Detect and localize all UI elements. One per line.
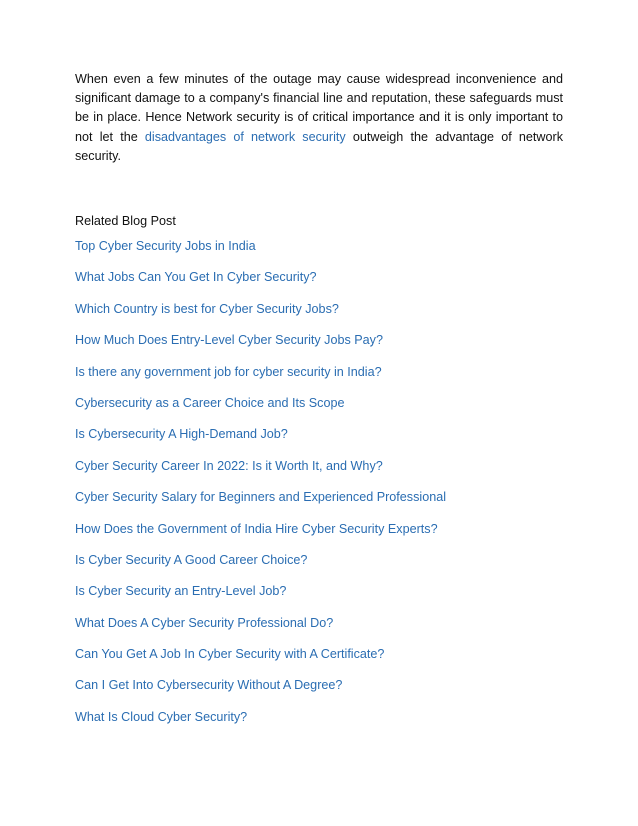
related-link-item xyxy=(75,490,563,521)
related-link-item xyxy=(75,616,563,647)
related-link-item xyxy=(75,522,563,553)
disadvantages-link[interactable]: disadvantages of network security xyxy=(144,129,346,144)
body-paragraph xyxy=(75,70,563,166)
related-link-item xyxy=(75,553,563,584)
related-link[interactable]: Is there any government job for cyber security in India? xyxy=(75,364,382,379)
related-links-list xyxy=(75,239,563,741)
related-link-item xyxy=(75,302,563,333)
related-link[interactable]: What Does A Cyber Security Professional Do? xyxy=(75,615,334,630)
related-link-item xyxy=(75,647,563,678)
related-link[interactable]: Which Country is best for Cyber Security Jobs? xyxy=(75,301,339,316)
related-link-item xyxy=(75,459,563,490)
related-link-item xyxy=(75,396,563,427)
related-link-item xyxy=(75,584,563,615)
related-link[interactable]: Can I Get Into Cybersecurity Without A Degree? xyxy=(75,678,343,693)
related-link[interactable]: Cyber Security Salary for Beginners and Experienced Professional xyxy=(75,490,447,505)
paragraph-text-start: When even a few minutes of the outage may cause widespread inconvenience and significant damage to a company's financial line and reputation, these safeguards must be in place. Hence Network security is of critical importance and it is only important to not let the xyxy=(75,72,563,144)
related-link-item xyxy=(75,710,563,741)
related-link[interactable]: Is Cyber Security an Entry-Level Job? xyxy=(75,584,287,599)
document-page xyxy=(75,70,563,741)
related-link-item xyxy=(75,678,563,709)
paragraph-text-end: outweigh the advantage of network security. xyxy=(75,129,564,163)
related-link[interactable]: Top Cyber Security Jobs in India xyxy=(75,239,256,254)
related-link[interactable]: Cybersecurity as a Career Choice and Its Scope xyxy=(75,395,345,410)
related-link[interactable]: What Jobs Can You Get In Cyber Security? xyxy=(75,270,317,285)
related-link[interactable]: How Does the Government of India Hire Cyber Security Experts? xyxy=(75,521,438,536)
related-link-item xyxy=(75,333,563,364)
related-link[interactable]: Cyber Security Career In 2022: Is it Worth It, and Why? xyxy=(75,458,383,473)
related-link-item xyxy=(75,270,563,301)
related-link[interactable]: What Is Cloud Cyber Security? xyxy=(75,709,248,724)
related-link[interactable]: How Much Does Entry-Level Cyber Security Jobs Pay? xyxy=(75,333,383,348)
related-link-item xyxy=(75,365,563,396)
related-link[interactable]: Is Cybersecurity A High-Demand Job? xyxy=(75,427,288,442)
related-heading: Related Blog Post xyxy=(75,214,176,229)
related-link-item xyxy=(75,427,563,458)
related-link[interactable]: Is Cyber Security A Good Career Choice? xyxy=(75,552,308,567)
related-link-item xyxy=(75,239,563,270)
related-link[interactable]: Can You Get A Job In Cyber Security with A Certificate? xyxy=(75,647,385,662)
